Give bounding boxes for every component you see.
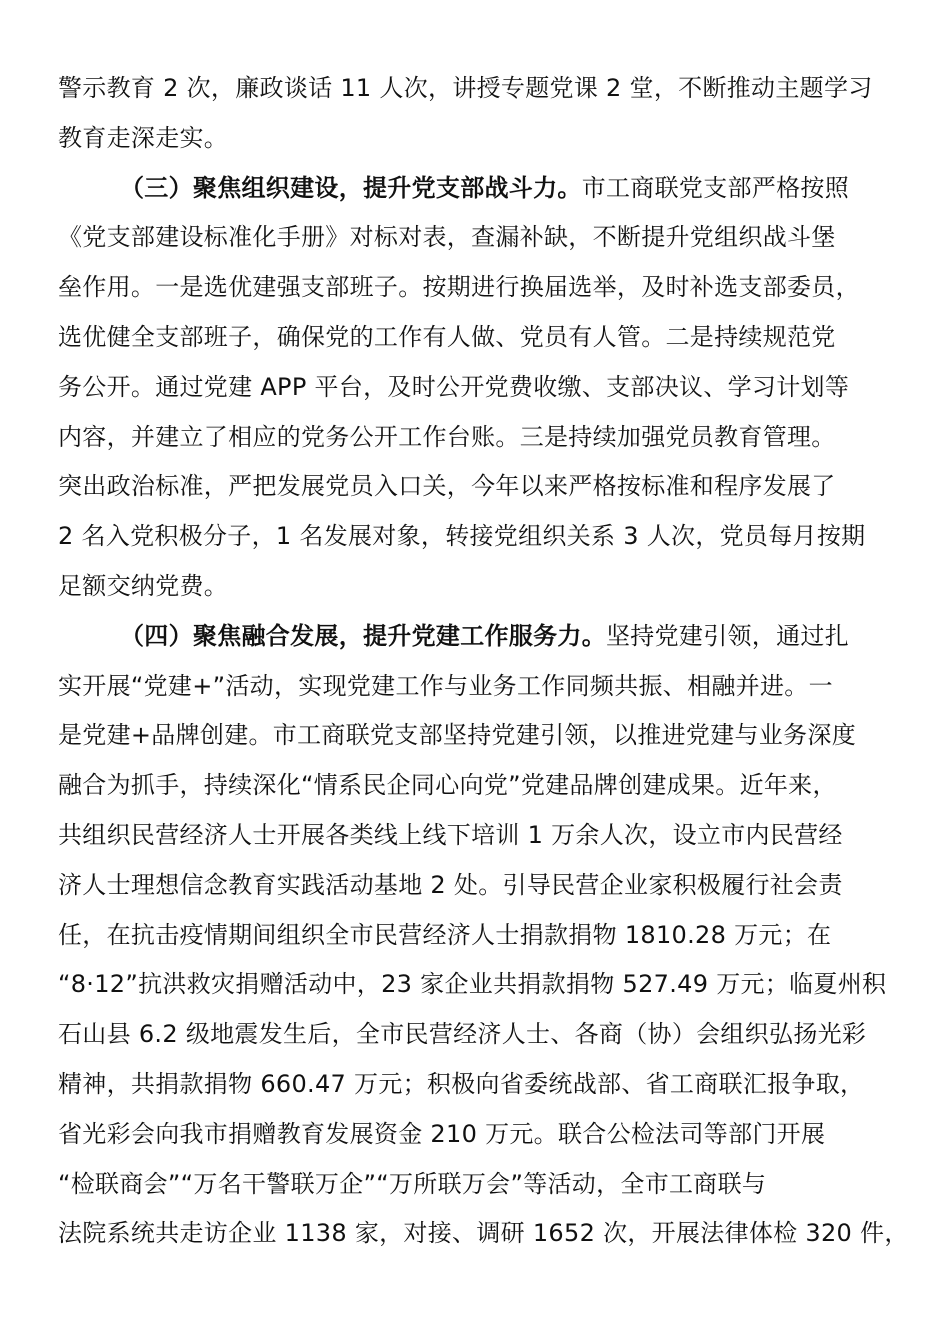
text-line: 法院系统共走访企业 1138 家，对接、调研 1652 次，开展法律体检 320 件， xyxy=(58,1219,909,1248)
text-line: “8·12”抗洪救灾捐赠活动中，23 家企业共捐款捐物 527.49 万元；临夏州积 xyxy=(58,970,887,999)
text-line: 突出政治标准，严把发展党员入口关，今年以来严格按标准和程序发展了 xyxy=(58,472,836,501)
text-line: 垒作用。一是选优建强支部班子。按期进行换届选举，及时补选支部委员， xyxy=(58,273,860,302)
text-line: 务公开。通过党建 APP 平台，及时公开党费收缴、支部决议、学习计划等 xyxy=(58,372,850,401)
section-3-first-line xyxy=(58,169,892,219)
text-line: 《党支部建设标准化手册》对标对表，查漏补缺，不断提升党组织战斗堡 xyxy=(58,223,836,252)
section-4-first-line xyxy=(58,617,892,667)
text-line: 教育走深走实。 xyxy=(58,123,229,152)
section-3-heading: （三）聚焦组织建设，提升党支部战斗力。 xyxy=(120,173,582,202)
text-line: 2 名入党积极分子，1 名发展对象，转接党组织关系 3 人次，党员每月按期 xyxy=(58,522,866,551)
text-line: 任，在抗击疫情期间组织全市民营经济人士捐款捐物 1810.28 万元；在 xyxy=(58,920,832,949)
document-page xyxy=(58,69,909,1264)
text-line: 精神，共捐款捐物 660.47 万元；积极向省委统战部、省工商联汇报争取， xyxy=(58,1069,865,1098)
text-line: 石山县 6.2 级地震发生后，全市民营经济人士、各商（协）会组织弘扬光彩 xyxy=(58,1020,867,1049)
paragraph-continued xyxy=(58,69,892,169)
text-line: “检联商会”“万名干警联万企”“万所联万会”等活动，全市工商联与 xyxy=(58,1169,767,1198)
text-line: 选优健全支部班子，确保党的工作有人做、党员有人管。二是持续规范党 xyxy=(58,322,836,351)
text-line: 实开展“党建+”活动，实现党建工作与业务工作同频共振、相融并进。一 xyxy=(58,671,833,700)
text-line: 济人士理想信念教育实践活动基地 2 处。引导民营企业家积极履行社会责 xyxy=(58,870,843,899)
text-line: 融合为抓手，持续深化“情系民企同心向党”党建品牌创建成果。近年来， xyxy=(58,771,837,800)
paragraph-section-4 xyxy=(58,617,909,1264)
text-line: 是党建+品牌创建。市工商联党支部坚持党建引领，以推进党建与业务深度 xyxy=(58,721,857,750)
paragraph-section-3 xyxy=(58,169,892,617)
section-4-first-line-text: 坚持党建引领，通过扎 xyxy=(606,621,849,650)
section-3-first-line-text: 市工商联党支部严格按照 xyxy=(581,173,850,202)
text-line: 内容，并建立了相应的党务公开工作台账。三是持续加强党员教育管理。 xyxy=(58,422,836,451)
text-line: 警示教育 2 次，廉政谈话 11 人次，讲授专题党课 2 堂，不断推动主题学习 xyxy=(58,74,873,102)
text-line: 足额交纳党费。 xyxy=(58,571,229,600)
text-line: 省光彩会向我市捐赠教育发展资金 210 万元。联合公检法司等部门开展 xyxy=(58,1119,826,1148)
section-4-heading: （四）聚焦融合发展，提升党建工作服务力。 xyxy=(120,621,606,650)
text-line: 共组织民营经济人士开展各类线上线下培训 1 万余人次，设立市内民营经 xyxy=(58,820,843,849)
